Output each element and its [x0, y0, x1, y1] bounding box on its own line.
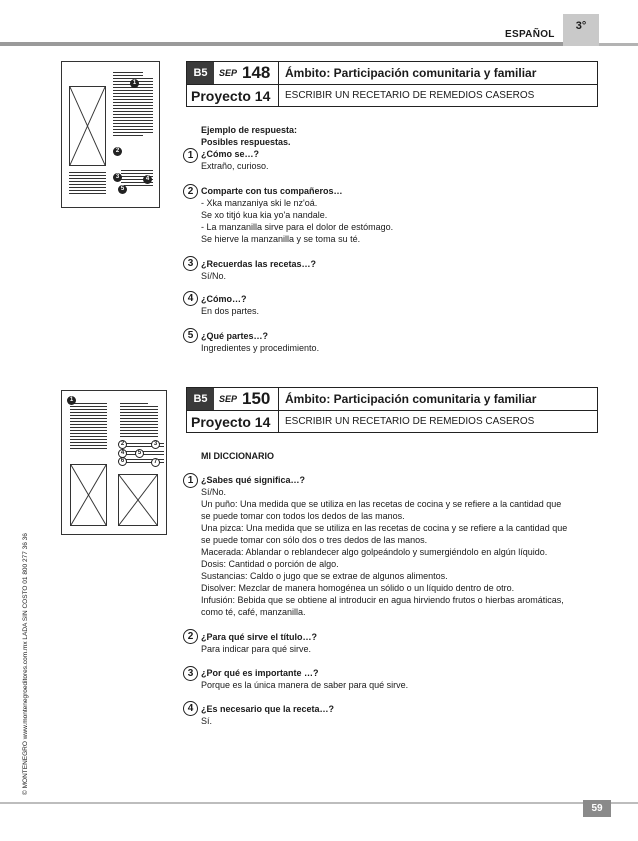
- callout-badge: 2: [113, 147, 122, 156]
- callout-badge: 1: [67, 396, 76, 405]
- callout-badge: 5: [135, 449, 144, 458]
- question-text: ¿Recuerdas las recetas…?: [201, 259, 317, 269]
- question-block: [201, 148, 269, 172]
- question-block: [201, 185, 393, 245]
- page-thumbnail-150: [61, 390, 167, 535]
- ambito-label: Ámbito: Participación comunitaria y familiar: [285, 392, 537, 406]
- sep-page: 148: [242, 63, 271, 82]
- question-block: [201, 474, 601, 618]
- subject-label: ESPAÑOL: [505, 29, 555, 40]
- callout-badge: 5: [118, 185, 127, 194]
- page-number: 59: [583, 800, 611, 817]
- block-label: B5: [187, 388, 214, 410]
- question-number: 5: [183, 328, 198, 343]
- project-title: ESCRIBIR UN RECETARIO DE REMEDIOS CASEROS: [285, 90, 535, 101]
- answer-text: Infusión: Bebida que se obtiene al introducir en agua hirviendo frutos o hierbas aromáticas,: [201, 595, 564, 605]
- callout-badge: 7: [151, 458, 160, 467]
- answer-text: Sí.: [201, 716, 213, 726]
- question-block: [201, 293, 259, 317]
- question-number: 4: [183, 291, 198, 306]
- intro-text: Ejemplo de respuesta:: [201, 125, 298, 135]
- answer-text: En dos partes.: [201, 306, 260, 316]
- answer-text: se puede tomar con sólo dos o tres dedos de las manos.: [201, 535, 428, 545]
- answer-text: Dosis: Cantidad o porción de algo.: [201, 559, 339, 569]
- answer-text: se puede tomar con todos los dedos de las manos.: [201, 511, 405, 521]
- callout-badge: 4: [118, 449, 127, 458]
- ambito-label: Ámbito: Participación comunitaria y familiar: [285, 66, 537, 80]
- question-text: ¿Cómo se…?: [201, 149, 260, 159]
- answer-text: Extraño, curioso.: [201, 161, 269, 171]
- intro-text: MI DICCIONARIO: [201, 451, 274, 461]
- answer-text: como té, café, manzanilla.: [201, 607, 306, 617]
- intro-text: Posibles respuestas.: [201, 137, 291, 147]
- answer-text: - Xka manzaniya ski le nz'oá.: [201, 198, 318, 208]
- answer-text: Sí/No.: [201, 487, 227, 497]
- answer-text: Un puño: Una medida que se utiliza en las recetas de cocina y se refiere a la cantidad que: [201, 499, 562, 509]
- footer-rule: [0, 802, 638, 804]
- answer-text: Se hierve la manzanilla y se toma su té.: [201, 234, 361, 244]
- image-placeholder: [118, 474, 158, 526]
- question-text: ¿Cómo…?: [201, 294, 247, 304]
- question-block: [201, 631, 317, 655]
- question-block: [201, 330, 319, 354]
- callout-badge: 4: [143, 175, 152, 184]
- text-lines: [70, 403, 107, 451]
- grade-tab: 3°: [563, 14, 599, 46]
- question-number: 3: [183, 256, 198, 271]
- question-number: 2: [183, 629, 198, 644]
- question-number: 1: [183, 473, 198, 488]
- sep-page: 150: [242, 389, 271, 408]
- answer-text: Sí/No.: [201, 271, 227, 281]
- answer-text: - La manzanilla sirve para el dolor de estómago.: [201, 222, 394, 232]
- image-placeholder: [69, 86, 106, 166]
- project-title: ESCRIBIR UN RECETARIO DE REMEDIOS CASEROS: [285, 416, 535, 427]
- block-label: B5: [187, 62, 214, 84]
- answer-text: Ingredientes y procedimiento.: [201, 343, 320, 353]
- answer-text: Disolver: Mezclar de manera homogénea un sólido o un líquido dentro de otro.: [201, 583, 515, 593]
- answer-text: Se xo titjó kua kia yo'a nandale.: [201, 210, 328, 220]
- callout-badge: 6: [118, 457, 127, 466]
- page-thumbnail-148: [61, 61, 160, 208]
- question-text: ¿Para qué sirve el título…?: [201, 632, 318, 642]
- question-number: 4: [183, 701, 198, 716]
- callout-badge: 3: [113, 173, 122, 182]
- callout-badge: 2: [118, 440, 127, 449]
- header-rule-dark: [0, 42, 580, 46]
- text-lines: [120, 403, 158, 439]
- answer-text: Para indicar para qué sirve.: [201, 644, 312, 654]
- side-credit: © MONTENEGRO www.montenegroeditores.com.mx LADA SIN COSTO 01 800 277 36 36: [22, 533, 29, 795]
- callout-badge: 1: [130, 79, 139, 88]
- question-text: ¿Sabes qué significa…?: [201, 475, 306, 485]
- text-lines-small: [69, 172, 106, 196]
- question-number: 1: [183, 148, 198, 163]
- project-label: Proyecto 14: [187, 411, 279, 433]
- sep-label: SEP: [219, 394, 238, 404]
- question-block: [201, 667, 408, 691]
- image-placeholder: [70, 464, 107, 526]
- callout-badge: 3: [151, 440, 160, 449]
- answer-text: Una pizca: Una medida que se utiliza en las recetas de cocina y se refiere a la cantidad que: [201, 523, 568, 533]
- answer-text: Sustancias: Caldo o jugo que se extrae de algunos alimentos.: [201, 571, 448, 581]
- answer-text: Porque es la única manera de saber para qué sirve.: [201, 680, 409, 690]
- sep-label: SEP: [219, 68, 238, 78]
- question-text: ¿Es necesario que la receta…?: [201, 704, 335, 714]
- question-number: 3: [183, 666, 198, 681]
- question-block: [201, 258, 316, 282]
- question-number: 2: [183, 184, 198, 199]
- activity-header-148: [186, 61, 598, 107]
- question-block: [201, 703, 334, 727]
- question-text: Comparte con tus compañeros…: [201, 186, 343, 196]
- question-text: ¿Por qué es importante …?: [201, 668, 319, 678]
- activity-header-150: [186, 387, 598, 433]
- question-text: ¿Qué partes…?: [201, 331, 269, 341]
- answer-text: Macerada: Ablandar o reblandecer algo golpeándolo y sumergiéndolo en algún líquido.: [201, 547, 548, 557]
- project-label: Proyecto 14: [187, 85, 279, 107]
